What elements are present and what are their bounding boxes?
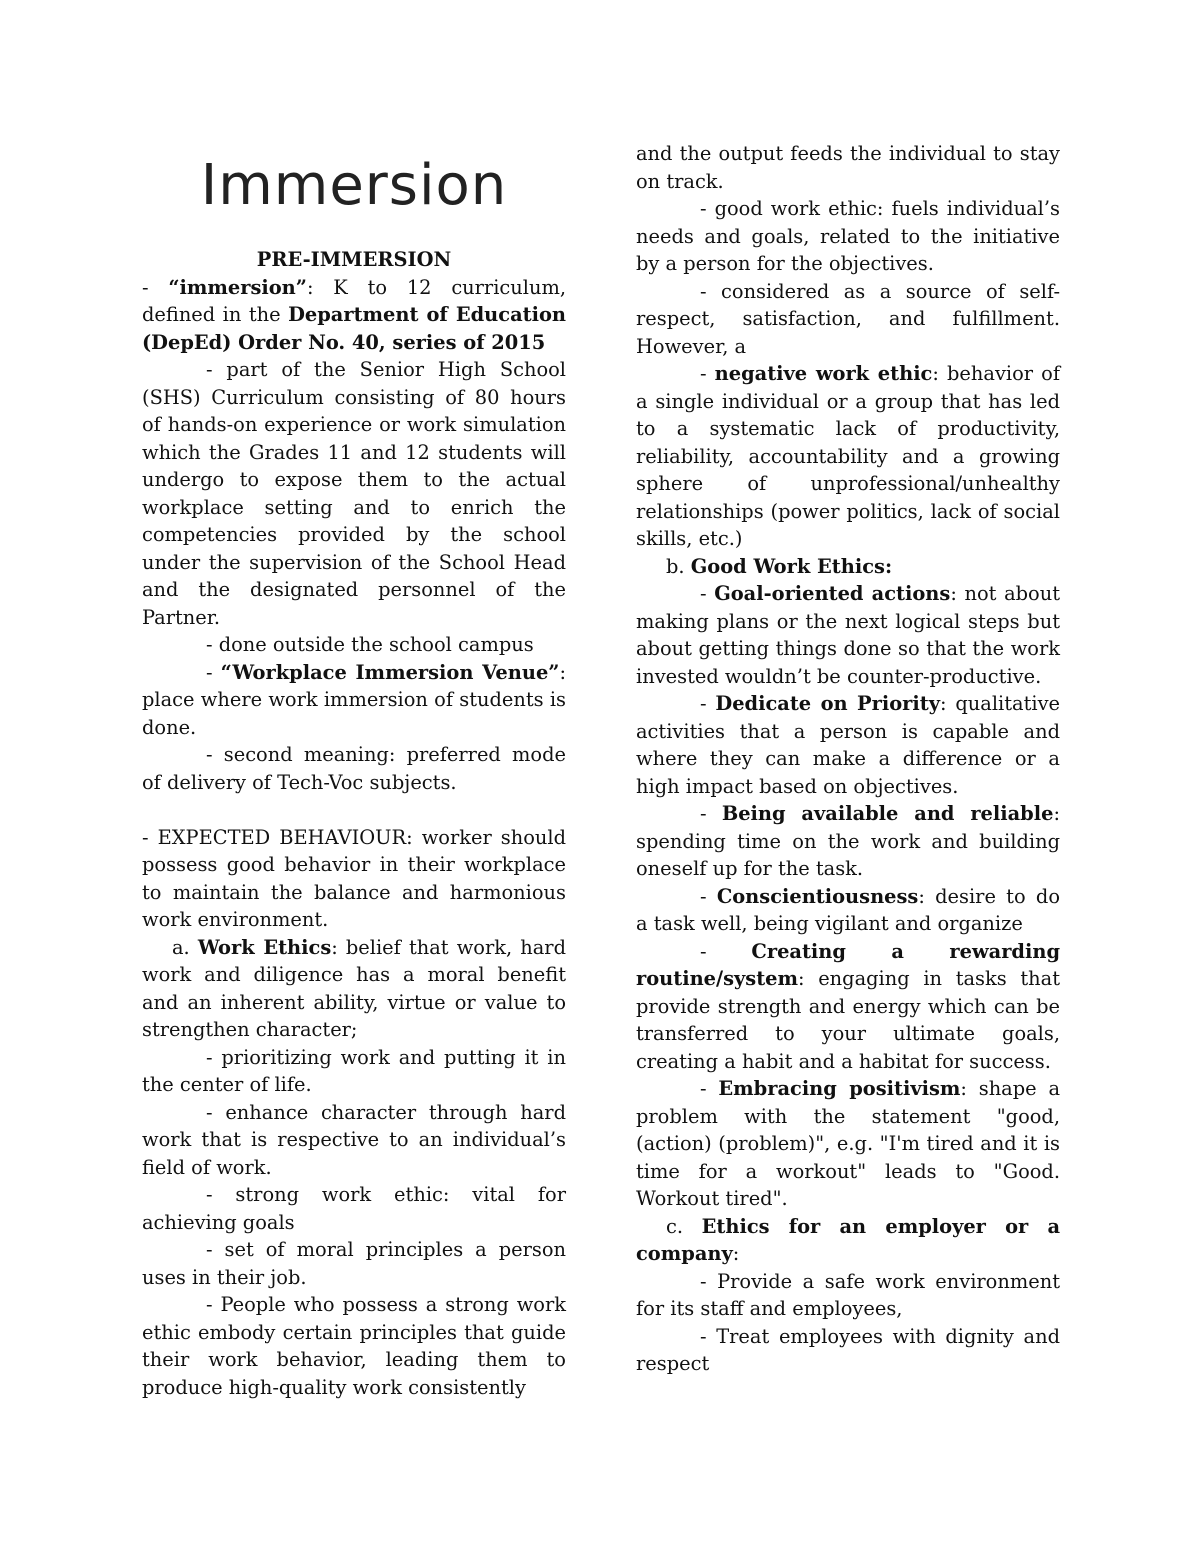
- term-negative-work-ethic: negative work ethic: [714, 362, 933, 385]
- paragraph-work-ethics: a. Work Ethics: belief that work, hard work and diligence has a moral benefit and an inherent ability, virtue or value to strengthen character;: [142, 935, 566, 1041]
- section-heading: PRE-IMMERSION: [256, 248, 452, 271]
- term-available-reliable: Being available and reliable: [721, 802, 1054, 825]
- paragraph-outside-campus: - done outside the school campus: [206, 633, 534, 656]
- paragraph-self-respect: - considered as a source of self-respect, satisfaction, and fulfillment. However, a: [636, 279, 1060, 358]
- paragraph-conscientiousness: - Conscientiousness: desire to do a task well, being vigilant and organize: [636, 884, 1060, 935]
- paragraph-good-work-ethic: - good work ethic: fuels individual’s needs and goals, related to the initiative by a person for the objectives.: [636, 197, 1060, 275]
- paragraph-people-strong-ethic: - People who possess a strong work ethic embody certain principles that guide their work behavior, leading them to produce high-quality work consistently: [142, 1293, 566, 1399]
- right-column: [636, 140, 1060, 1378]
- term-employer-ethics: Ethics for an employer or a company: [636, 1214, 1061, 1265]
- paragraph-output-feeds: and the output feeds the individual to stay on track.: [636, 142, 1060, 193]
- paragraph-safe-environment: - Provide a safe work environment for its staff and employees,: [636, 1269, 1060, 1320]
- paragraph-negative-work-ethic: - negative work ethic: behavior of a single individual or a group that has led to a systematic lack of productivity, reliability, accountability and a growing sphere of unprofessional/unhealthy relationships (power politics, lack of social skills, etc.): [636, 362, 1061, 550]
- term-good-work-ethics: Good Work Ethics:: [690, 554, 893, 578]
- paragraph-goal-oriented: - Goal-oriented actions: not about making plans or the next logical steps but about getting things done so that the work invested wouldn’t be counter-productive.: [636, 582, 1061, 688]
- paragraph-prioritizing: - prioritizing work and putting it in the center of life.: [142, 1045, 566, 1096]
- paragraph-strong-work-ethic: - strong work ethic: vital for achieving goals: [142, 1183, 566, 1234]
- term-goal-oriented: Goal-oriented actions: [714, 582, 951, 605]
- paragraph-expected-behaviour: - EXPECTED BEHAVIOUR: worker should possess good behavior in their workplace to maintain the balance and harmonious work environment.: [142, 825, 566, 931]
- paragraph-second-meaning: - second meaning: preferred mode of delivery of Tech-Voc subjects.: [142, 743, 566, 794]
- term-embracing-positivism: Embracing positivism: [718, 1077, 961, 1100]
- paragraph-dignity-respect: - Treat employees with dignity and respect: [636, 1324, 1060, 1375]
- paragraph-available-reliable: - Being available and reliable: spending time on the work and building oneself up for the task.: [636, 802, 1060, 880]
- paragraph-embracing-positivism: - Embracing positivism: shape a problem with the statement "good, (action) (problem)", e.g. "I'm tired and it is time for a workout" leads to "Good. Workout tired".: [636, 1077, 1061, 1210]
- term-venue: “Workplace Immersion Venue”: [220, 660, 560, 684]
- term-deped-order: Department of Education (DepEd) Order No. 40, series of 2015: [142, 303, 566, 354]
- spacer: [142, 796, 566, 824]
- term-dedicate-priority: Dedicate on Priority: [715, 692, 940, 715]
- left-column: [142, 140, 566, 1401]
- term-immersion: “immersion”: [168, 275, 307, 299]
- paragraph-immersion-definition: - “immersion”: K to 12 curriculum, defined in the Department of Education (DepEd) Order No. 40, series of 2015: [142, 275, 566, 354]
- paragraph-rewarding-routine: - Creating a rewarding routine/system: engaging in tasks that provide strength and energy which can be transferred to your ultimate goals, creating a habit and a habitat for success.: [636, 939, 1061, 1073]
- paragraph-venue: - “Workplace Immersion Venue”: place where work immersion of students is done.: [142, 660, 566, 739]
- paragraph-enhance-character: - enhance character through hard work that is respective to an individual’s field of work.: [142, 1100, 566, 1179]
- term-conscientiousness: Conscientiousness: [716, 884, 919, 908]
- paragraph-shs-curriculum: - part of the Senior High School (SHS) Curriculum consisting of 80 hours of hands-on experience or work simulation which the Grades 11 and 12 students will undergo to expose them to the actual workplace setting and to enrich the competencies provided by the school under the supervision of the School Head and the designated personnel of the Partner.: [142, 358, 566, 629]
- term-work-ethics: Work Ethics: [197, 935, 332, 959]
- document-title: Immersion: [200, 153, 508, 218]
- paragraph-dedicate-priority: - Dedicate on Priority: qualitative activities that a person is capable and where they can make a difference or a high impact based on objectives.: [636, 692, 1060, 798]
- paragraph-moral-principles: - set of moral principles a person uses in their job.: [142, 1238, 566, 1289]
- term-rewarding-routine: Creating a rewarding routine/system: [636, 939, 1061, 990]
- paragraph-good-work-ethics-heading: b. Good Work Ethics:: [666, 554, 893, 578]
- paragraph-employer-ethics: c. Ethics for an employer or a company:: [636, 1214, 1061, 1265]
